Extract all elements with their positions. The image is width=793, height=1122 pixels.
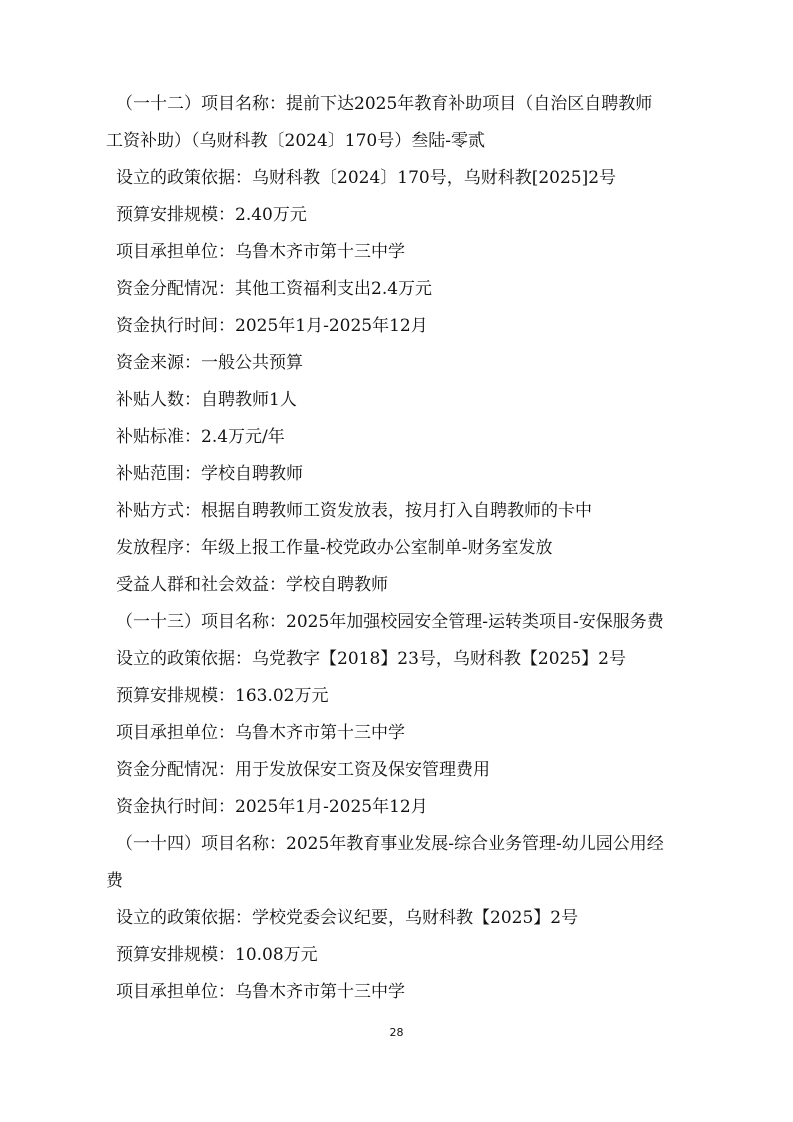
project-14-title xyxy=(108,826,718,900)
page-number: 28 xyxy=(389,1026,404,1039)
project-12-execution-time: 资金执行时间：2025年1月-2025年12月 xyxy=(116,316,428,336)
project-13-undertaking-unit: 项目承担单位：乌鲁木齐市第十三中学 xyxy=(116,723,405,743)
project-12-title xyxy=(108,86,718,160)
project-12-subsidy-standard: 补贴标准：2.4万元/年 xyxy=(116,427,285,447)
project-12-policy-basis: 设立的政策依据：乌财科教〔2024〕170号，乌财科教[2025]2号 xyxy=(116,168,617,188)
project-13-execution-time: 资金执行时间：2025年1月-2025年12月 xyxy=(116,797,428,817)
project-12-subsidy-scope: 补贴范围：学校自聘教师 xyxy=(116,464,303,484)
project-14-budget-scale: 预算安排规模：10.08万元 xyxy=(116,945,318,965)
project-12-undertaking-unit: 项目承担单位：乌鲁木齐市第十三中学 xyxy=(116,242,405,262)
project-12-subsidy-method: 补贴方式：根据自聘教师工资发放表，按月打入自聘教师的卡中 xyxy=(116,501,592,521)
project-14-title-line1: （一十四）项目名称：2025年教育事业发展-综合业务管理-幼儿园公用经 xyxy=(116,834,664,854)
project-14-title-line2: 费 xyxy=(106,871,123,891)
project-12-subsidy-count: 补贴人数：自聘教师1人 xyxy=(116,390,297,410)
project-14-undertaking-unit: 项目承担单位：乌鲁木齐市第十三中学 xyxy=(116,982,405,1002)
project-12-beneficiaries: 受益人群和社会效益：学校自聘教师 xyxy=(116,575,388,595)
project-13-fund-allocation: 资金分配情况：用于发放保安工资及保安管理费用 xyxy=(116,760,490,780)
project-13-title: （一十三）项目名称：2025年加强校园安全管理-运转类项目-安保服务费 xyxy=(116,612,664,632)
project-12-title-line1: （一十二）项目名称：提前下达2025年教育补助项目（自治区自聘教师 xyxy=(116,94,653,114)
project-14-policy-basis: 设立的政策依据：学校党委会议纪要，乌财科教【2025】2号 xyxy=(116,908,579,928)
project-12-title-line2: 工资补助）（乌财科教〔2024〕170号）叁陆-零贰 xyxy=(106,131,485,151)
document-body xyxy=(108,86,718,1011)
project-13-budget-scale: 预算安排规模：163.02万元 xyxy=(116,686,329,706)
project-12-fund-source: 资金来源：一般公共预算 xyxy=(116,353,303,373)
project-12-payment-procedure: 发放程序：年级上报工作量-校党政办公室制单-财务室发放 xyxy=(116,538,553,558)
project-12-fund-allocation: 资金分配情况：其他工资福利支出2.4万元 xyxy=(116,279,433,299)
project-13-policy-basis: 设立的政策依据：乌党教字【2018】23号，乌财科教【2025】2号 xyxy=(116,649,626,669)
project-12-budget-scale: 预算安排规模：2.40万元 xyxy=(116,205,307,225)
